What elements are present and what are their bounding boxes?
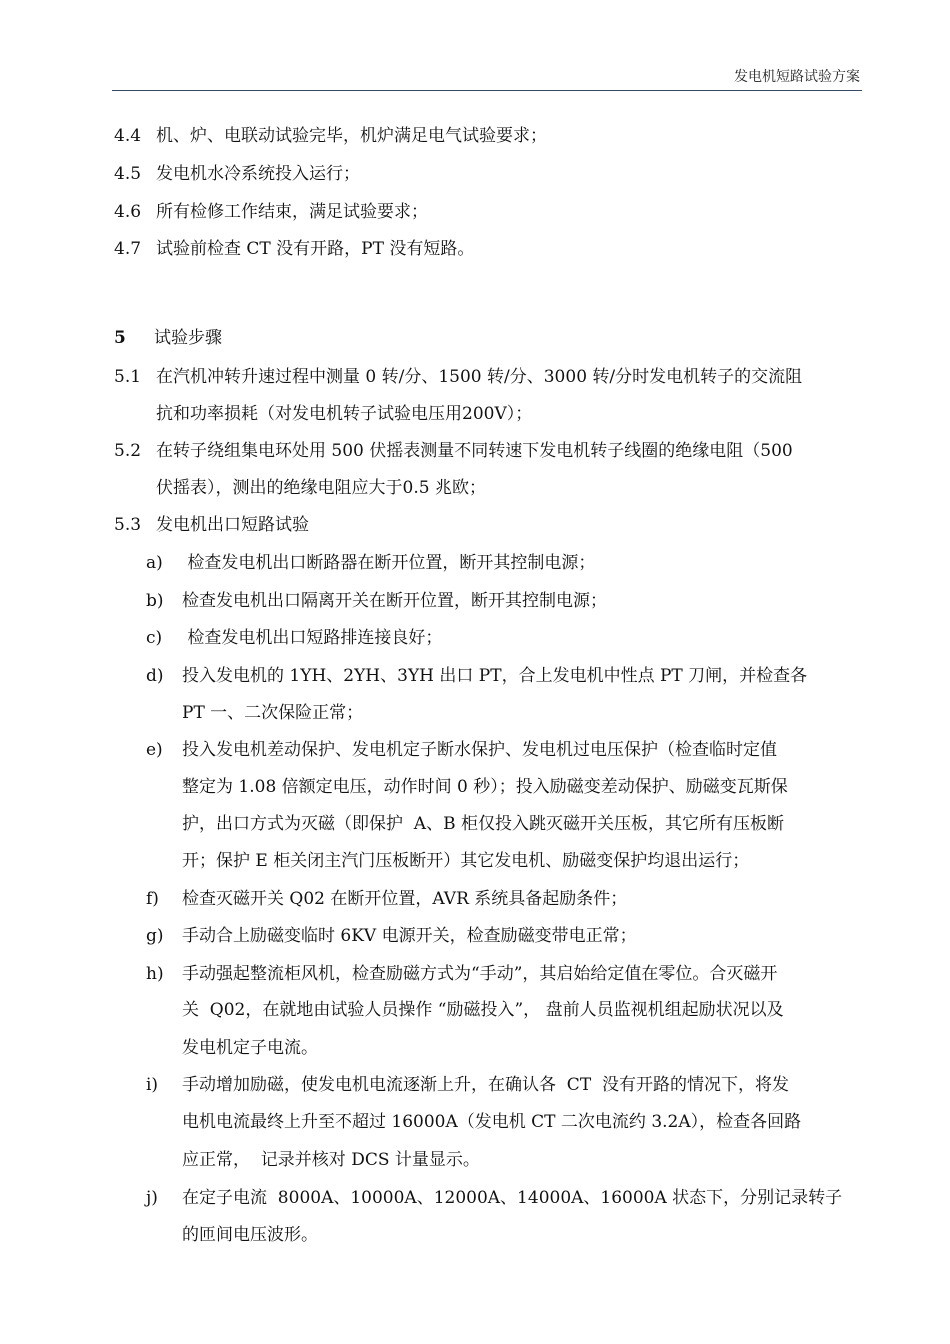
item-number: 4.7 xyxy=(114,239,142,259)
item-label: i) xyxy=(146,1075,159,1095)
item-text: 手动合上励磁变临时 6KV 电源开关，检查励磁变带电正常； xyxy=(182,926,637,946)
item-text: 开；保护 E 柜关闭主汽门压板断开）其它发电机、励磁变保护均退出运行； xyxy=(182,851,750,871)
item-label: e) xyxy=(146,740,163,760)
item-text: 检查发电机出口断路器在断开位置，断开其控制电源； xyxy=(182,553,596,573)
item-number: 5.1 xyxy=(114,367,142,387)
item-text: 试验前检查 CT 没有开路，PT 没有短路。 xyxy=(156,239,475,259)
item-text: 护，出口方式为灭磁（即保护 A、B 柜仅投入跳灭磁开关压板，其它所有压板断 xyxy=(182,814,784,834)
page-header-title: 发电机短路试验方案 xyxy=(734,69,860,85)
item-number: 4.5 xyxy=(114,164,142,184)
section-number: 5 xyxy=(114,328,126,348)
item-text: 投入发电机差动保护、发电机定子断水保护、发电机过电压保护（检查临时定值 xyxy=(182,740,777,760)
item-number: 5.2 xyxy=(114,441,142,461)
item-text: 的匝间电压波形。 xyxy=(182,1225,318,1245)
section-title: 试验步骤 xyxy=(154,328,222,348)
item-text: 应正常， 记录并核对 DCS 计量显示。 xyxy=(182,1150,480,1170)
item-text: 投入发电机的 1YH、2YH、3YH 出口 PT，合上发电机中性点 PT 刀闸，并检查各 xyxy=(182,666,808,686)
item-text: 检查灭磁开关 Q02 在断开位置，AVR 系统具备起励条件； xyxy=(182,889,628,909)
item-label: f) xyxy=(146,889,159,909)
item-text: 所有检修工作结束，满足试验要求； xyxy=(156,202,428,222)
item-text: 抗和功率损耗（对发电机转子试验电压用200V）； xyxy=(156,404,533,424)
item-label: h) xyxy=(146,964,164,984)
item-label: a) xyxy=(146,553,163,573)
item-text: 伏摇表），测出的绝缘电阻应大于0.5 兆欧； xyxy=(156,478,486,498)
item-label: g) xyxy=(146,926,164,946)
item-text: 机、炉、电联动试验完毕，机炉满足电气试验要求； xyxy=(156,126,547,146)
item-text: 在定子电流 8000A、10000A、12000A、14000A、16000A 状态下，分别记录转子 xyxy=(182,1188,843,1208)
item-number: 4.6 xyxy=(114,202,142,222)
item-text: 电机电流最终上升至不超过 16000A（发电机 CT 二次电流约 3.2A），检查各回路 xyxy=(182,1112,802,1132)
item-text: 在汽机冲转升速过程中测量 0 转/分、1500 转/分、3000 转/分时发电机转子的交流阻 xyxy=(156,367,803,387)
item-text: 发电机水冷系统投入运行； xyxy=(156,164,360,184)
item-label: c) xyxy=(146,628,163,648)
item-text: 检查发电机出口短路排连接良好； xyxy=(182,628,443,648)
item-text: 发电机定子电流。 xyxy=(182,1038,318,1058)
item-text: 关 Q02，在就地由试验人员操作 “励磁投入”， 盘前人员监视机组起励状况以及 xyxy=(182,1000,784,1020)
item-text: 整定为 1.08 倍额定电压，动作时间 0 秒）；投入励磁变差动保护、励磁变瓦斯保 xyxy=(182,777,788,797)
item-text: 检查发电机出口隔离开关在断开位置，断开其控制电源； xyxy=(182,591,607,611)
item-number: 5.3 xyxy=(114,515,142,535)
item-label: d) xyxy=(146,666,164,686)
item-text: 在转子绕组集电环处用 500 伏摇表测量不同转速下发电机转子线圈的绝缘电阻（500 xyxy=(156,441,793,461)
item-number: 4.4 xyxy=(114,126,142,146)
item-label: j) xyxy=(146,1188,158,1208)
header-divider xyxy=(112,90,862,91)
item-text: 发电机出口短路试验 xyxy=(156,515,309,535)
item-text: 手动强起整流柜风机，检查励磁方式为“手动”，其启始给定值在零位。合灭磁开 xyxy=(182,964,778,984)
item-label: b) xyxy=(146,591,164,611)
item-text: PT 一、二次保险正常； xyxy=(182,703,364,723)
item-text: 手动增加励磁，使发电机电流逐渐上升，在确认各 CT 没有开路的情况下，将发 xyxy=(182,1075,789,1095)
